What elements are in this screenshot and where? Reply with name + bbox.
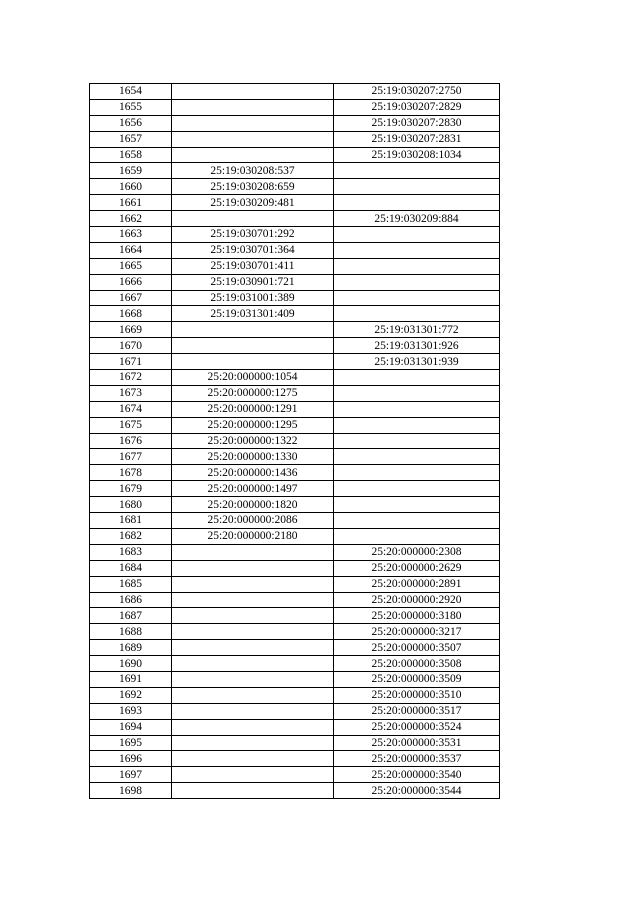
table-row	[90, 290, 500, 306]
second-number-cell	[334, 179, 500, 195]
row-number-cell: 1677	[90, 449, 172, 465]
first-number-cell	[172, 703, 334, 719]
table-row	[90, 449, 500, 465]
table-body	[90, 84, 500, 799]
row-number-cell: 1682	[90, 528, 172, 544]
table-row	[90, 385, 500, 401]
table-row	[90, 560, 500, 576]
table-row	[90, 195, 500, 211]
row-number-cell: 1669	[90, 322, 172, 338]
row-number-cell: 1660	[90, 179, 172, 195]
table-row	[90, 433, 500, 449]
row-number-cell: 1666	[90, 274, 172, 290]
first-number-cell: 25:20:000000:1497	[172, 481, 334, 497]
first-number-cell	[172, 338, 334, 354]
row-number-cell: 1681	[90, 513, 172, 529]
first-number-cell	[172, 147, 334, 163]
second-number-cell: 25:20:000000:3517	[334, 703, 500, 719]
second-number-cell	[334, 163, 500, 179]
first-number-cell: 25:20:000000:1295	[172, 417, 334, 433]
table-row	[90, 115, 500, 131]
table-row	[90, 640, 500, 656]
row-number-cell: 1674	[90, 401, 172, 417]
second-number-cell: 25:19:030209:884	[334, 211, 500, 227]
second-number-cell: 25:19:030207:2750	[334, 84, 500, 100]
second-number-cell: 25:20:000000:2891	[334, 576, 500, 592]
first-number-cell: 25:19:030208:537	[172, 163, 334, 179]
table-row	[90, 481, 500, 497]
table-row	[90, 338, 500, 354]
row-number-cell: 1673	[90, 385, 172, 401]
second-number-cell: 25:19:030207:2830	[334, 115, 500, 131]
first-number-cell	[172, 719, 334, 735]
first-number-cell: 25:20:000000:2086	[172, 513, 334, 529]
row-number-cell: 1672	[90, 370, 172, 386]
table-row	[90, 417, 500, 433]
table-row	[90, 322, 500, 338]
table-row	[90, 306, 500, 322]
row-number-cell: 1664	[90, 242, 172, 258]
first-number-cell	[172, 84, 334, 100]
second-number-cell	[334, 306, 500, 322]
row-number-cell: 1686	[90, 592, 172, 608]
row-number-cell: 1658	[90, 147, 172, 163]
row-number-cell: 1697	[90, 767, 172, 783]
table-row	[90, 703, 500, 719]
second-number-cell	[334, 481, 500, 497]
row-number-cell: 1684	[90, 560, 172, 576]
first-number-cell	[172, 608, 334, 624]
second-number-cell: 25:20:000000:3509	[334, 671, 500, 687]
first-number-cell	[172, 640, 334, 656]
row-number-cell: 1688	[90, 624, 172, 640]
table-row	[90, 528, 500, 544]
first-number-cell: 25:19:031301:409	[172, 306, 334, 322]
first-number-cell	[172, 767, 334, 783]
second-number-cell: 25:19:031301:939	[334, 354, 500, 370]
second-number-cell: 25:20:000000:2920	[334, 592, 500, 608]
second-number-cell: 25:20:000000:3510	[334, 687, 500, 703]
second-number-cell	[334, 401, 500, 417]
first-number-cell	[172, 131, 334, 147]
table-row	[90, 719, 500, 735]
second-number-cell	[334, 290, 500, 306]
first-number-cell: 25:19:031001:389	[172, 290, 334, 306]
row-number-cell: 1657	[90, 131, 172, 147]
second-number-cell	[334, 417, 500, 433]
first-number-cell: 25:19:030701:411	[172, 258, 334, 274]
table-row	[90, 465, 500, 481]
first-number-cell	[172, 656, 334, 672]
second-number-cell	[334, 528, 500, 544]
row-number-cell: 1680	[90, 497, 172, 513]
row-number-cell: 1685	[90, 576, 172, 592]
second-number-cell	[334, 258, 500, 274]
first-number-cell: 25:20:000000:1436	[172, 465, 334, 481]
first-number-cell	[172, 735, 334, 751]
first-number-cell	[172, 560, 334, 576]
second-number-cell	[334, 385, 500, 401]
table-row	[90, 354, 500, 370]
second-number-cell: 25:19:031301:926	[334, 338, 500, 354]
row-number-cell: 1656	[90, 115, 172, 131]
table-row	[90, 687, 500, 703]
first-number-cell: 25:19:030701:364	[172, 242, 334, 258]
first-number-cell	[172, 783, 334, 799]
first-number-cell: 25:20:000000:1330	[172, 449, 334, 465]
first-number-cell: 25:20:000000:2180	[172, 528, 334, 544]
row-number-cell: 1670	[90, 338, 172, 354]
table-row	[90, 258, 500, 274]
row-number-cell: 1694	[90, 719, 172, 735]
first-number-cell	[172, 322, 334, 338]
first-number-cell	[172, 544, 334, 560]
row-number-cell: 1667	[90, 290, 172, 306]
row-number-cell: 1675	[90, 417, 172, 433]
second-number-cell: 25:20:000000:3217	[334, 624, 500, 640]
table-row	[90, 99, 500, 115]
row-number-cell: 1661	[90, 195, 172, 211]
table-row	[90, 656, 500, 672]
second-number-cell: 25:20:000000:3531	[334, 735, 500, 751]
table-row	[90, 592, 500, 608]
second-number-cell: 25:20:000000:3508	[334, 656, 500, 672]
row-number-cell: 1676	[90, 433, 172, 449]
second-number-cell: 25:20:000000:3544	[334, 783, 500, 799]
first-number-cell	[172, 671, 334, 687]
second-number-cell: 25:19:030207:2829	[334, 99, 500, 115]
table-row	[90, 242, 500, 258]
row-number-cell: 1692	[90, 687, 172, 703]
table-row	[90, 274, 500, 290]
table-row	[90, 401, 500, 417]
first-number-cell: 25:19:030209:481	[172, 195, 334, 211]
first-number-cell: 25:20:000000:1322	[172, 433, 334, 449]
second-number-cell: 25:19:031301:772	[334, 322, 500, 338]
first-number-cell	[172, 687, 334, 703]
second-number-cell	[334, 465, 500, 481]
table-row	[90, 163, 500, 179]
table-row	[90, 751, 500, 767]
first-number-cell	[172, 211, 334, 227]
row-number-cell: 1690	[90, 656, 172, 672]
second-number-cell	[334, 195, 500, 211]
second-number-cell	[334, 242, 500, 258]
second-number-cell	[334, 274, 500, 290]
table-row	[90, 227, 500, 243]
first-number-cell: 25:20:000000:1054	[172, 370, 334, 386]
row-number-cell: 1683	[90, 544, 172, 560]
table-row	[90, 608, 500, 624]
second-number-cell: 25:20:000000:2308	[334, 544, 500, 560]
second-number-cell: 25:19:030207:2831	[334, 131, 500, 147]
table-row	[90, 211, 500, 227]
row-number-cell: 1696	[90, 751, 172, 767]
table-row	[90, 147, 500, 163]
second-number-cell: 25:20:000000:3524	[334, 719, 500, 735]
row-number-cell: 1654	[90, 84, 172, 100]
row-number-cell: 1671	[90, 354, 172, 370]
first-number-cell: 25:20:000000:1275	[172, 385, 334, 401]
row-number-cell: 1662	[90, 211, 172, 227]
table-row	[90, 131, 500, 147]
first-number-cell	[172, 99, 334, 115]
row-number-cell: 1665	[90, 258, 172, 274]
row-number-cell: 1659	[90, 163, 172, 179]
first-number-cell	[172, 354, 334, 370]
row-number-cell: 1693	[90, 703, 172, 719]
row-number-cell: 1689	[90, 640, 172, 656]
second-number-cell	[334, 449, 500, 465]
cadastral-number-table	[89, 83, 500, 799]
second-number-cell: 25:20:000000:3540	[334, 767, 500, 783]
table-row	[90, 179, 500, 195]
first-number-cell: 25:19:030208:659	[172, 179, 334, 195]
table-row	[90, 783, 500, 799]
table-row	[90, 544, 500, 560]
table-row	[90, 497, 500, 513]
row-number-cell: 1655	[90, 99, 172, 115]
second-number-cell: 25:20:000000:3507	[334, 640, 500, 656]
second-number-cell: 25:20:000000:2629	[334, 560, 500, 576]
table-row	[90, 513, 500, 529]
second-number-cell	[334, 497, 500, 513]
second-number-cell: 25:20:000000:3180	[334, 608, 500, 624]
first-number-cell: 25:19:030701:292	[172, 227, 334, 243]
row-number-cell: 1698	[90, 783, 172, 799]
row-number-cell: 1695	[90, 735, 172, 751]
second-number-cell	[334, 513, 500, 529]
first-number-cell: 25:20:000000:1291	[172, 401, 334, 417]
table-row	[90, 735, 500, 751]
row-number-cell: 1678	[90, 465, 172, 481]
row-number-cell: 1687	[90, 608, 172, 624]
first-number-cell	[172, 624, 334, 640]
table-row	[90, 576, 500, 592]
second-number-cell	[334, 227, 500, 243]
table-row	[90, 370, 500, 386]
second-number-cell	[334, 433, 500, 449]
first-number-cell: 25:19:030901:721	[172, 274, 334, 290]
first-number-cell	[172, 115, 334, 131]
row-number-cell: 1691	[90, 671, 172, 687]
table-row	[90, 767, 500, 783]
row-number-cell: 1663	[90, 227, 172, 243]
second-number-cell: 25:19:030208:1034	[334, 147, 500, 163]
first-number-cell: 25:20:000000:1820	[172, 497, 334, 513]
first-number-cell	[172, 592, 334, 608]
row-number-cell: 1679	[90, 481, 172, 497]
second-number-cell: 25:20:000000:3537	[334, 751, 500, 767]
first-number-cell	[172, 576, 334, 592]
table-row	[90, 671, 500, 687]
second-number-cell	[334, 370, 500, 386]
first-number-cell	[172, 751, 334, 767]
table-row	[90, 624, 500, 640]
table-row	[90, 84, 500, 100]
row-number-cell: 1668	[90, 306, 172, 322]
